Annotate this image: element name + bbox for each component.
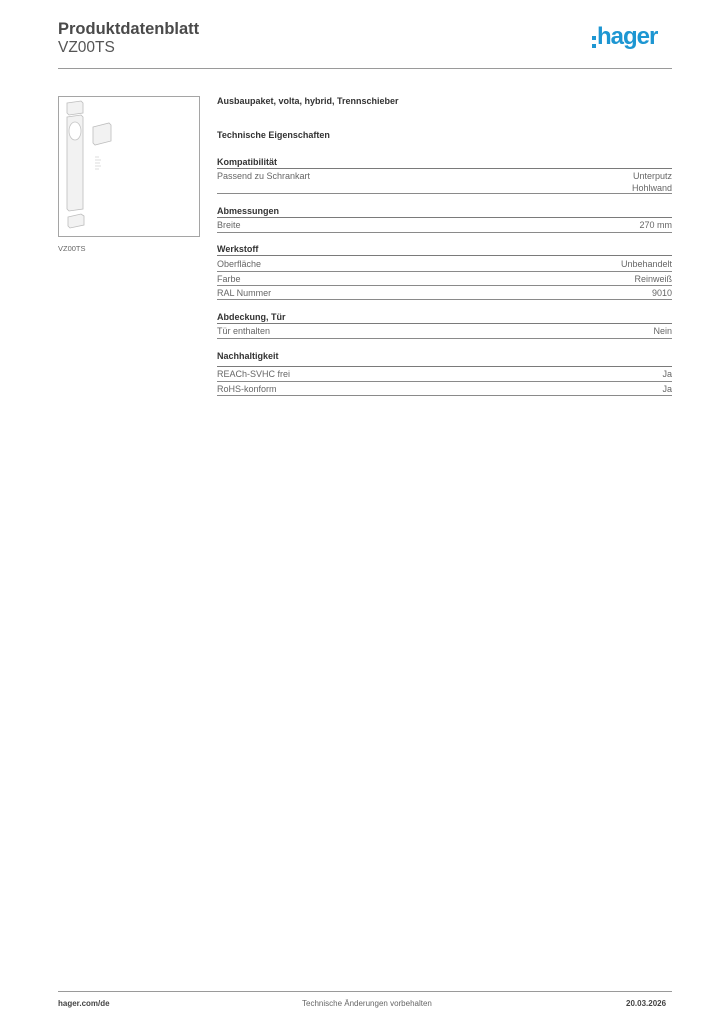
row-divider [217, 285, 672, 286]
hager-logo [592, 23, 674, 57]
product-code: VZ00TS [58, 39, 115, 56]
group-title: Werkstoff [217, 244, 259, 254]
row-divider [217, 381, 672, 382]
group-divider [217, 168, 672, 169]
footer-divider [58, 991, 672, 992]
footer-notice: Technische Änderungen vorbehalten [302, 999, 432, 1008]
logo-text: hager [597, 23, 658, 50]
row-value: Reinweiß [634, 274, 672, 284]
row-value: 9010 [651, 288, 672, 298]
footer-date: 20.03.2026 [626, 999, 667, 1008]
row-label: RoHS-konform [217, 384, 277, 394]
group-divider [217, 366, 672, 367]
row-divider [217, 299, 672, 300]
row-label: Breite [217, 220, 241, 230]
row-label: RAL Nummer [217, 288, 272, 298]
group-divider [217, 217, 672, 218]
product-description: Ausbaupaket, volta, hybrid, Trennschieber [217, 96, 399, 106]
row-value: Unbehandelt [620, 259, 672, 269]
group-divider [217, 323, 672, 324]
row-divider [217, 232, 672, 233]
row-divider [217, 395, 672, 396]
row-value: Ja [662, 369, 672, 379]
row-label: Oberfläche [217, 259, 262, 269]
page-title: Produktdatenblatt [58, 20, 200, 38]
image-caption: VZ00TS [58, 244, 86, 253]
row-value [632, 170, 672, 194]
row-divider [217, 193, 672, 194]
row-label: Tür enthalten [217, 326, 271, 336]
group-title: Abmessungen [217, 206, 280, 216]
row-divider [217, 271, 672, 272]
header-divider [58, 68, 672, 69]
row-divider [217, 338, 672, 339]
row-value-line: Hohlwand [631, 183, 672, 193]
section-title: Technische Eigenschaften [217, 130, 330, 140]
row-value-line: Unterputz [632, 171, 672, 181]
product-image [58, 96, 200, 237]
row-value: 270 mm [639, 220, 672, 230]
row-label: REACh-SVHC frei [217, 369, 291, 379]
product-drawing-icon [59, 97, 199, 236]
logo-dots-icon [592, 36, 596, 52]
row-label: Farbe [217, 274, 241, 284]
group-title: Nachhaltigkeit [217, 351, 279, 361]
group-divider [217, 255, 672, 256]
row-value: Nein [653, 326, 672, 336]
row-value: Ja [662, 384, 672, 394]
footer-website-link[interactable]: hager.com/de [58, 999, 110, 1008]
group-title: Kompatibilität [217, 157, 277, 167]
row-label: Passend zu Schrankart [217, 171, 311, 181]
group-title: Abdeckung, Tür [217, 312, 286, 322]
